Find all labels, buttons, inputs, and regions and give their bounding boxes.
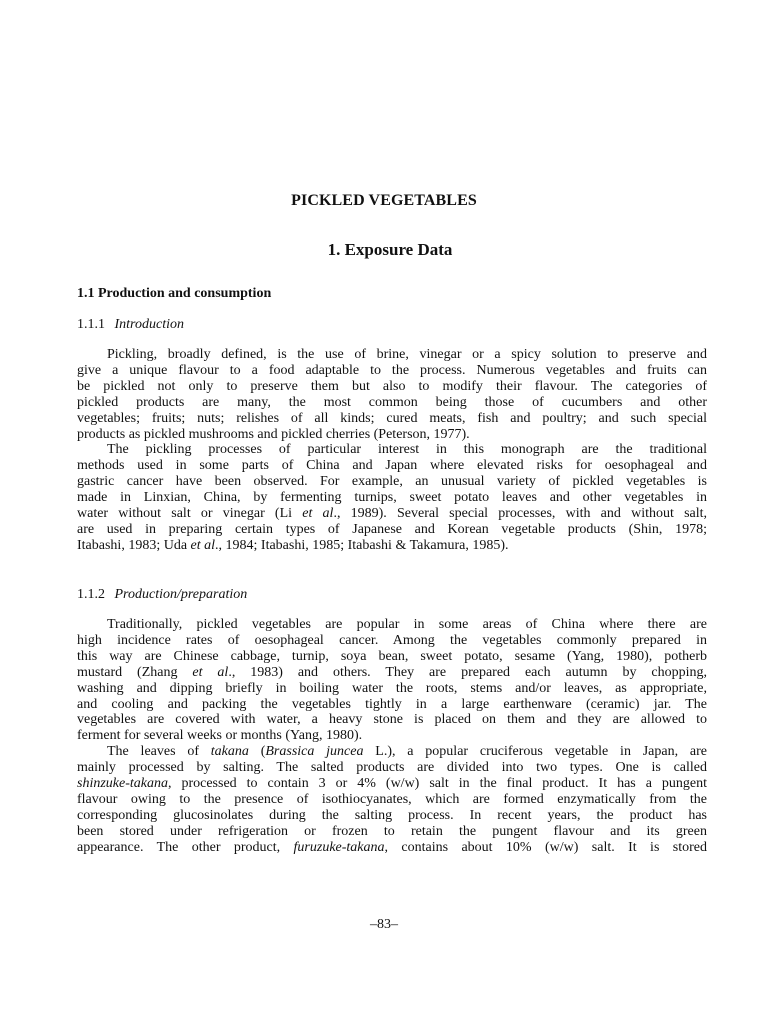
paragraph-line: this way are Chinese cabbage, turnip, soya bean, sweet potato, sesame (Yang, 1980), potherb bbox=[77, 648, 707, 664]
paragraph-line: Traditionally, pickled vegetables are popular in some areas of China where there are bbox=[107, 617, 707, 632]
paragraph-line: vegetables are covered with water, a heavy stone is placed on them and they are allowed to bbox=[77, 712, 707, 728]
paragraph-line: pickled products are many, the most common being those of cucumbers and other bbox=[77, 394, 707, 410]
paragraph-line: Itabashi, 1983; Uda et al., 1984; Itabashi, 1985; Itabashi & Takamura, 1985). bbox=[77, 537, 509, 553]
paragraph-line: are used in preparing certain types of Japanese and Korean vegetable products (Shin, 1978; bbox=[77, 521, 707, 537]
page-number: –83– bbox=[370, 917, 398, 932]
paragraph-line: be pickled not only to preserve them but also to modify their flavour. The categories of bbox=[77, 378, 707, 394]
paragraph-line: The leaves of takana (Brassica juncea L.), a popular cruciferous vegetable in Japan, are bbox=[107, 744, 707, 760]
section-heading: 1. Exposure Data bbox=[327, 240, 453, 259]
paragraph-line: appearance. The other product, furuzuke-takana, contains about 10% (w/w) salt. It is stored bbox=[77, 839, 707, 855]
subsection-heading: 1.1 Production and consumption bbox=[77, 286, 272, 301]
paragraph-line: give a unique flavour to a food adaptable to the process. Numerous vegetables and fruits can bbox=[77, 362, 707, 378]
production-body bbox=[77, 617, 707, 856]
subsubsection-number: 1.1.2 bbox=[77, 587, 105, 602]
paragraph-line: and cooling and packing the vegetables tightly in a large earthenware (ceramic) jar. The bbox=[77, 696, 707, 712]
paragraph-line: The pickling processes of particular interest in this monograph are the traditional bbox=[107, 442, 707, 458]
subsubsection-title: Introduction bbox=[114, 317, 184, 332]
subsubsection-heading-production bbox=[77, 587, 247, 603]
document-title: PICKLED VEGETABLES bbox=[291, 192, 477, 209]
paragraph-line: been stored under refrigeration or frozen to retain the pungent flavour and its green bbox=[77, 823, 707, 839]
paragraph-line: vegetables; fruits; nuts; relishes of all kinds; cured meats, fish and poultry; and such special bbox=[77, 410, 707, 426]
paragraph-line: products as pickled mushrooms and pickled cherries (Peterson, 1977). bbox=[77, 426, 470, 442]
paragraph-line: methods used in some parts of China and Japan where elevated risks for oesophageal and bbox=[77, 458, 707, 474]
paragraph-line: gastric cancer have been observed. For example, an unusual variety of pickled vegetables is bbox=[77, 474, 707, 490]
paragraph-line: mustard (Zhang et al., 1983) and others. They are prepared each autumn by chopping, bbox=[77, 664, 707, 680]
paragraph-line: Pickling, broadly defined, is the use of brine, vinegar or a spicy solution to preserve and bbox=[107, 347, 707, 362]
paragraph-line: high incidence rates of oesophageal cancer. Among the vegetables commonly prepared in bbox=[77, 632, 707, 648]
paragraph-line: flavour owing to the presence of isothiocyanates, which are formed enzymatically from the bbox=[77, 791, 707, 807]
paragraph-line: water without salt or vinegar (Li et al., 1989). Several special processes, with and without salt, bbox=[77, 506, 707, 522]
introduction-body bbox=[77, 347, 707, 554]
paragraph-line: ferment for several weeks or months (Yang, 1980). bbox=[77, 728, 363, 744]
paragraph-line: shinzuke-takana, processed to contain 3 or 4% (w/w) salt in the final product. It has a pungent bbox=[77, 776, 707, 792]
subsubsection-number: 1.1.1 bbox=[77, 317, 105, 332]
paragraph-line: mainly processed by salting. The salted products are divided into two types. One is called bbox=[77, 760, 707, 776]
subsubsection-heading-introduction bbox=[77, 317, 184, 333]
paragraph-line: corresponding glucosinolates during the salting process. In recent years, the product has bbox=[77, 807, 707, 823]
subsubsection-title: Production/preparation bbox=[114, 587, 248, 602]
paragraph-line: made in Linxian, China, by fermenting turnips, sweet potato leaves and other vegetables in bbox=[77, 490, 707, 506]
paragraph-line: washing and dipping briefly in boiling water the roots, stems and/or leaves, as appropriate, bbox=[77, 680, 707, 696]
